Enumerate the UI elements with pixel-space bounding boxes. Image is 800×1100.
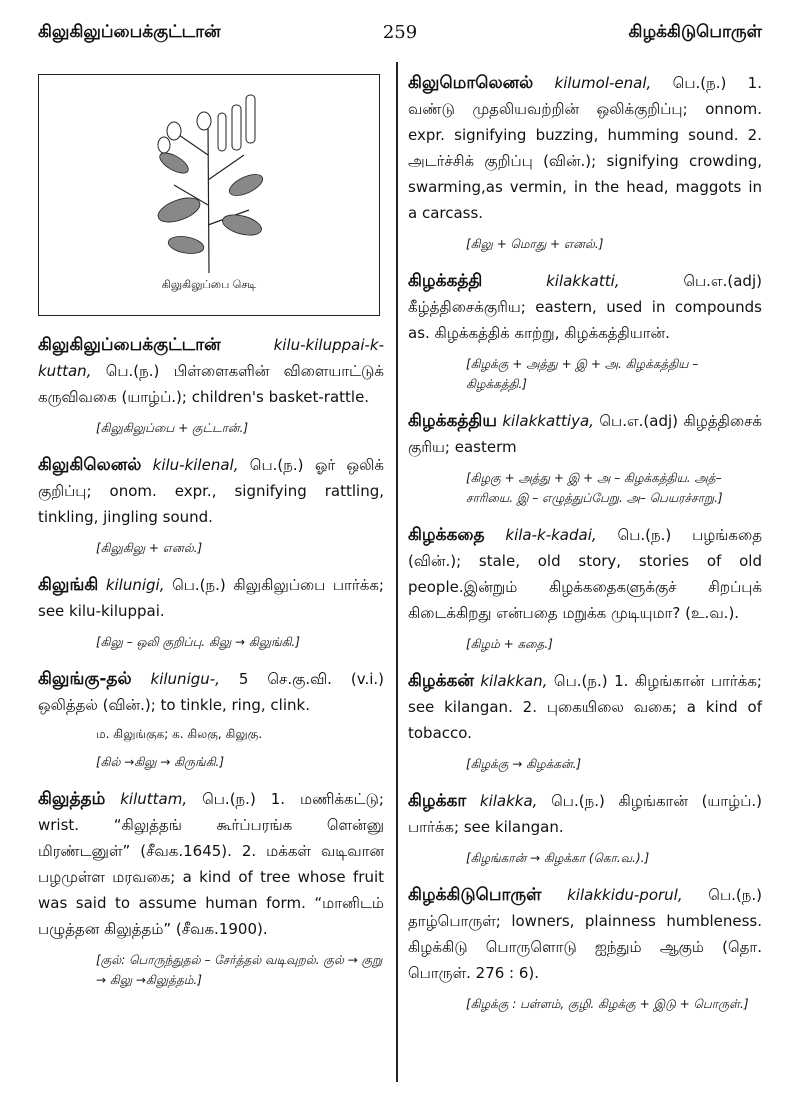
entry: [38, 786, 384, 990]
etymology: [கிழக்கு + அத்து + இ + அ. கிழக்கத்திய – கிழக்கத்தி.]: [466, 357, 699, 391]
transliteration: kilumol-enal,: [554, 74, 652, 92]
etymology: [கிழக்கு : பள்ளம், குழி. கிழக்கு + இடு + பொருள்.]: [466, 997, 749, 1011]
transliteration: kila-k-kadai,: [505, 526, 597, 544]
definition: பெ.(ந.) ஓர் ஒலிக் குறிப்பு; onom. expr., signifying rattling, tinkling, jingling sound.: [38, 456, 384, 526]
etymology: [கிலு – ஒலி குறிப்பு. கிலு → கிலுங்கி.]: [96, 635, 300, 649]
page-number: 259: [382, 22, 418, 43]
transliteration: kilunigi,: [105, 576, 165, 594]
headword: கிழக்கதை: [408, 525, 485, 545]
etymology: [கிழங்கான் → கிழக்கா (கொ.வ.).]: [466, 851, 650, 865]
transliteration: kilu-kiluppai-k-kuttan,: [38, 336, 384, 380]
definition: பெ.(ந.) பிள்ளைகளின் விளையாட்டுக் கருவிவகை (யாழ்ப்.); children's basket-rattle.: [38, 362, 384, 406]
column-divider: [396, 62, 398, 1082]
plant-illustration: [134, 85, 284, 275]
entry: [38, 332, 384, 438]
transliteration: kiluttam,: [120, 790, 188, 808]
definition: பெ.(ந.) 1. மணிக்கட்டு; wrist. “கிலுத்தங் கூர்ப்பரங்க ளென்னு மிரண்டனுள்” (சீவக.1645). 2. மக்கள் வடிவான பழமுள்ள மரவகை; a kind of tree whose fruit was said to assume human form. “மானிடம் பழுத்தன கிலுத்தம்” (சீவக.1900).: [38, 790, 384, 938]
etymology: [கிலுகிலு + எனல்.]: [96, 541, 203, 555]
headword: கிழக்கா: [408, 791, 467, 811]
headword: கிலுத்தம்: [38, 789, 106, 809]
headword: கிலுமொலெனல்: [408, 73, 534, 93]
etymology: [கிழகு + அத்து + இ + அ – கிழக்கத்திய. அத்–சாரியை. இ – எழுத்துப்பேறு. அ– பெயரச்சாறு.]: [466, 471, 723, 505]
running-head-right: கிழக்கிடுபொருள்: [628, 22, 762, 42]
etymology: [கில் →கிலு → கிருங்கி.]: [96, 755, 225, 769]
etymology: [கிழம் + கதை.]: [466, 637, 553, 651]
definition: பெ.எ.(adj) கிழத்திசைக் குரிய; easterm: [408, 412, 762, 456]
transliteration: kilakka,: [479, 792, 538, 810]
entry: [408, 70, 762, 254]
etymology: [கிழக்கு → கிழக்கன்.]: [466, 757, 582, 771]
headword: கிழக்கத்தி: [408, 271, 483, 291]
definition: பெ.(ந.) கிலுகிலுப்பை பார்க்க; see kilu-kiluppai.: [38, 576, 384, 620]
headword: கிலுகிலுப்பைக்குட்டான்: [38, 335, 221, 355]
entry: [408, 882, 762, 1014]
definition: பெ.(ந.) தாழ்பொருள்; lowners, plainness humbleness. கிழக்கிடு பொருளொடு ஐந்தும் ஆகும் (தொ. பொருள். 276 : 6).: [408, 886, 762, 982]
plant-figure: [38, 74, 380, 316]
transliteration: kilakkatti,: [546, 272, 620, 290]
headword: கிலுங்கி: [38, 575, 99, 595]
entry: [408, 668, 762, 774]
figure-caption: கிலுகிலுப்பை செடி: [161, 278, 257, 291]
left-column: [38, 70, 384, 1004]
headword: கிழக்கத்திய: [408, 411, 497, 431]
transliteration: kilakkan,: [480, 672, 548, 690]
definition: பெ.(ந.) 1. கிழங்கான் பார்க்க; see kilangan. 2. புகையிலை வகை; a kind of tobacco.: [408, 672, 762, 742]
etymology: [குல்: பொருந்துதல் – சேர்த்தல் வடிவுறல். குல் → குறு → கிலு →கிலுத்தம்.]: [96, 953, 383, 987]
entry: [38, 666, 384, 772]
definition: 5 செ.கு.வி. (v.i.) ஒலித்தல் (வின்.); to tinkle, ring, clink.: [38, 670, 384, 714]
entry: [408, 408, 762, 508]
definition: பெ.(ந.) 1. வண்டு முதலியவற்றின் ஒலிக்குறிப்பு; onnom. expr. signifying buzzing, humming sound. 2. அடர்ச்சிக் குறிப்பு (வின்.); signifying crowding, swarming,as vermin, in the head, maggots in a carcass.: [408, 74, 762, 222]
transliteration: kilakkidu-porul,: [567, 886, 683, 904]
entry: [408, 788, 762, 868]
transliteration: kilu-kilenal,: [152, 456, 239, 474]
right-column: [408, 70, 762, 1028]
entry: [38, 452, 384, 558]
transliteration: kilunigu-,: [150, 670, 220, 688]
etymology: [கிலு + மொது + எனல்.]: [466, 237, 604, 251]
entry: [38, 572, 384, 652]
page-header: [38, 22, 762, 48]
transliteration: kilakkattiya,: [502, 412, 594, 430]
definition: பெ.எ.(adj) கீழ்த்திசைக்குரிய; eastern, used in compounds as. கிழக்கத்திக் காற்று, கிழக்கத்தியான்.: [408, 272, 762, 342]
headword: கிழக்கன்: [408, 671, 474, 691]
entry: [408, 268, 762, 394]
definition: பெ.(ந.) கிழங்கான் (யாழ்ப்.) பார்க்க; see kilangan.: [408, 792, 762, 836]
entry: [408, 522, 762, 654]
cognates: ம. கிலுங்குக; க. கிலகு, கிலுகு.: [96, 727, 263, 741]
etymology: [கிலுகிலுப்பை + குட்டான்.]: [96, 421, 249, 435]
headword: கிழக்கிடுபொருள்: [408, 885, 542, 905]
running-head-left: கிலுகிலுப்பைக்குட்டான்: [38, 22, 221, 42]
headword: கிலுங்கு-தல்: [38, 669, 132, 689]
definition: பெ.(ந.) பழங்கதை (வின்.); stale, old story, stories of old people.இன்றும் கிழக்கதைகளுக்குச் சிறப்புக் கிடைக்கிறது என்பதை மறுக்க முடியுமா? (உ.வ.).: [408, 526, 762, 622]
headword: கிலுகிலெனல்: [38, 455, 142, 475]
